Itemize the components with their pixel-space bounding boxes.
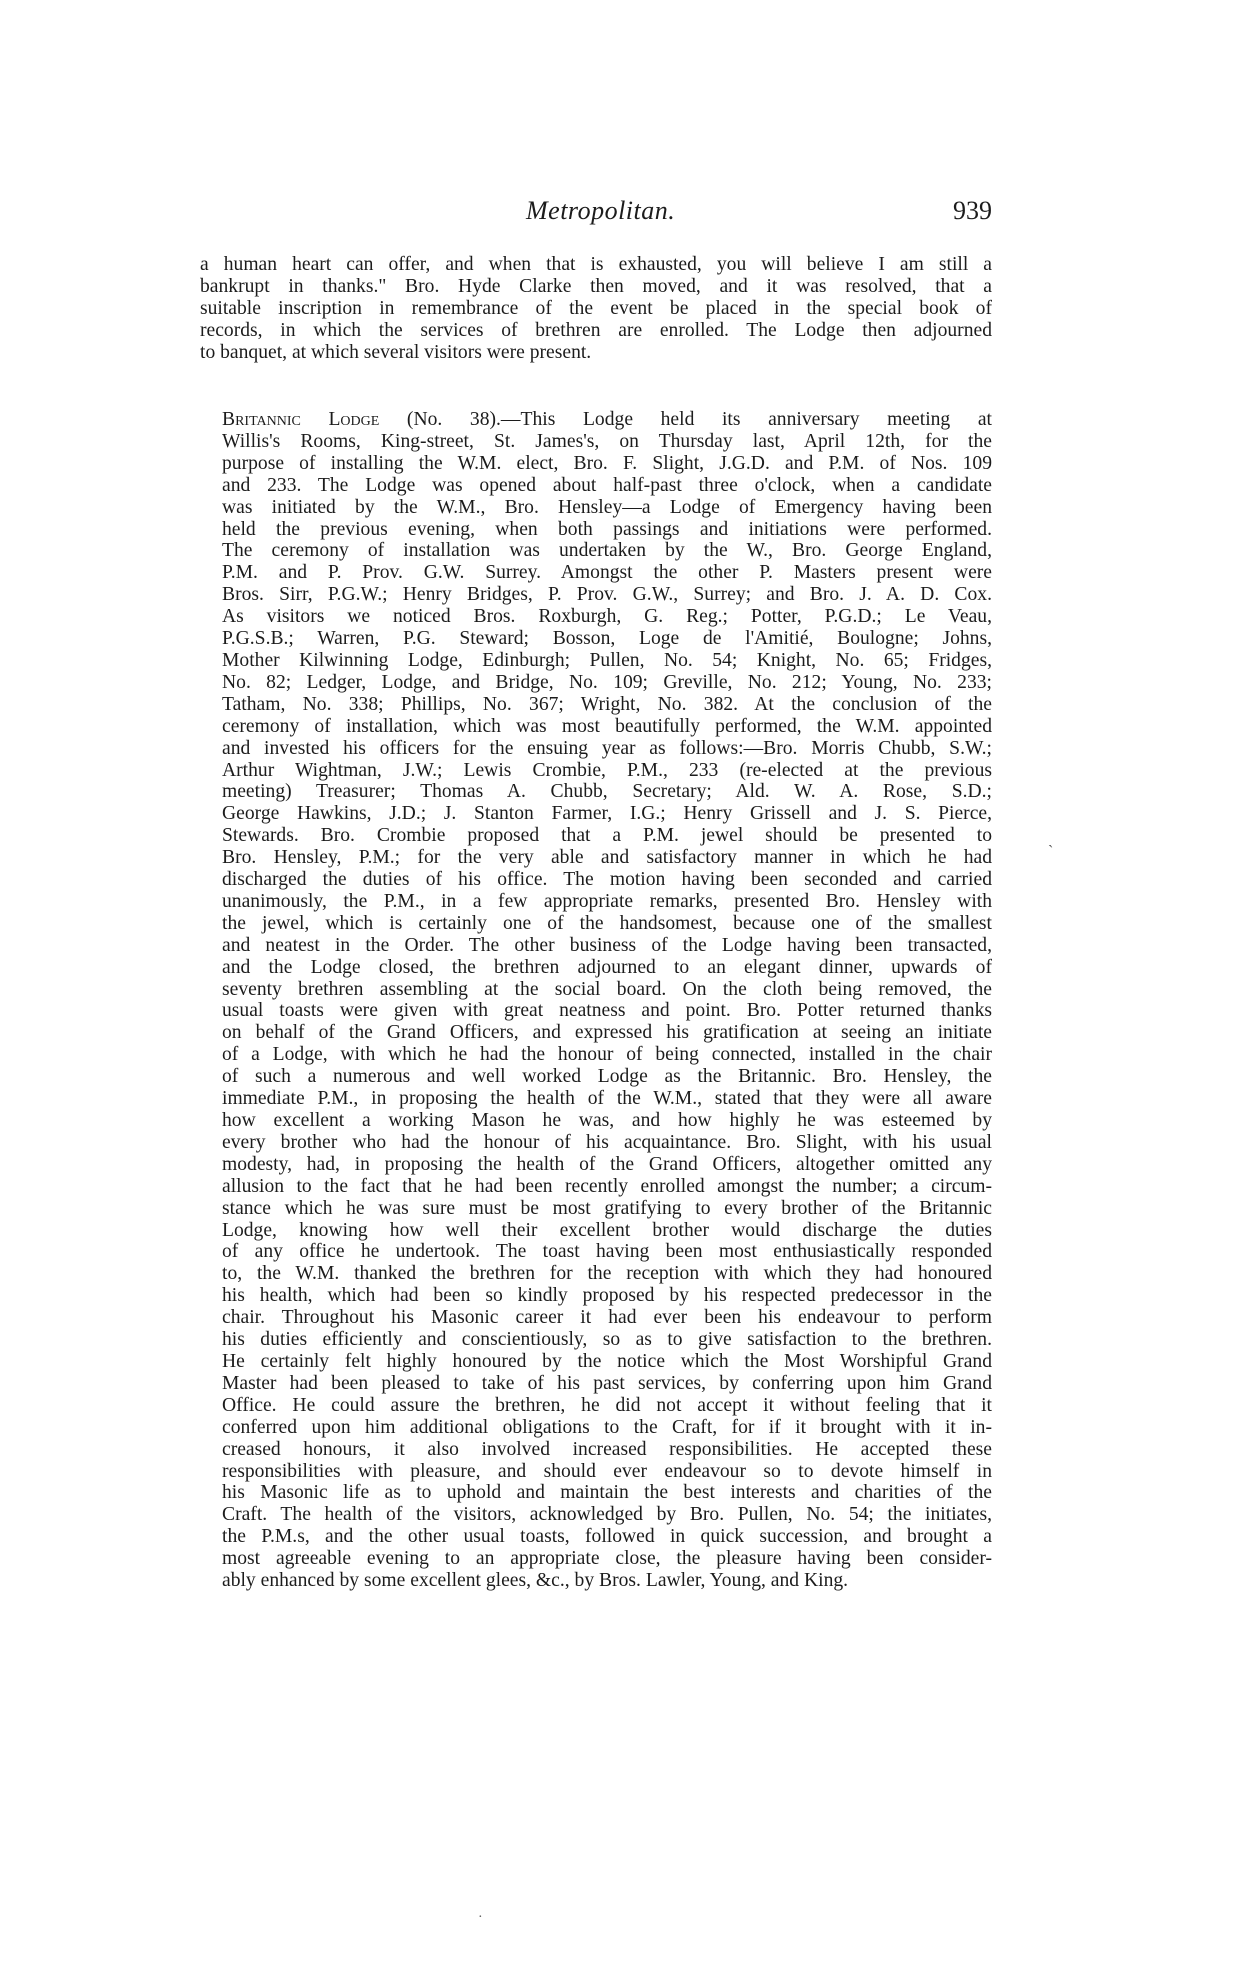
text-line: Tatham, No. 338; Phillips, No. 367; Wright, No. 382. At the conclusion of the	[222, 693, 992, 715]
text-line: suitable inscription in remembrance of the event be placed in the special book of	[200, 297, 992, 319]
text-line: most agreeable evening to an appropriate close, the pleasure having been consider-	[222, 1548, 992, 1570]
text-line: modesty, had, in proposing the health of the Grand Officers, altogether omitted any	[222, 1153, 992, 1175]
text-line: of any office he undertook. The toast having been most enthusiastically responded	[222, 1241, 992, 1263]
text-line: As visitors we noticed Bros. Roxburgh, G. Reg.; Potter, P.G.D.; Le Veau,	[222, 606, 992, 628]
text-line: meeting) Treasurer; Thomas A. Chubb, Secretary; Ald. W. A. Rose, S.D.;	[222, 781, 992, 803]
text-line: how excellent a working Mason he was, and how highly he was esteemed by	[222, 1110, 992, 1131]
section-title: Metropolitan.	[526, 196, 676, 225]
text-line: bankrupt in thanks." Bro. Hyde Clarke then moved, and it was resolved, that a	[200, 275, 992, 297]
text-line: conferred upon him additional obligations to the Craft, for if it brought with it in-	[222, 1416, 992, 1438]
text-line: discharged the duties of his office. The motion having been seconded and carried	[222, 869, 992, 891]
text-line: Stewards. Bro. Crombie proposed that a P.M. jewel should be presented to	[222, 825, 992, 847]
text-line: Lodge, knowing how well their excellent brother would discharge the duties	[222, 1219, 992, 1241]
text-line: He certainly felt highly honoured by the notice which the Most Worshipful Grand	[222, 1350, 992, 1372]
text-line: Bros. Sirr, P.G.W.; Henry Bridges, P. Prov. G.W., Surrey; and Bro. J. A. D. Cox.	[222, 584, 992, 606]
paragraph-britannic-lodge	[200, 409, 992, 1592]
text-line: P.G.S.B.; Warren, P.G. Steward; Bosson, Loge de l'Amitié, Boulogne; Johns,	[222, 628, 992, 650]
text-line: Craft. The health of the visitors, acknowledged by Bro. Pullen, No. 54; the initiates,	[222, 1504, 992, 1526]
text-line: records, in which the services of brethren are enrolled. The Lodge then adjourned	[200, 319, 992, 341]
text-line: the P.M.s, and the other usual toasts, followed in quick succession, and brought a	[222, 1526, 992, 1548]
text-line: and the Lodge closed, the brethren adjourned to an elegant dinner, upwards of	[222, 956, 992, 978]
text-line: usual toasts were given with great neatness and point. Bro. Potter returned thanks	[222, 1000, 992, 1022]
text-line: chair. Throughout his Masonic career it had ever been his endeavour to perform	[222, 1307, 992, 1329]
text-line: The ceremony of installation was undertaken by the W., Bro. George England,	[222, 540, 992, 562]
text-line: ceremony of installation, which was most beautifully performed, the W.M. appointed	[222, 715, 992, 737]
text-line: held the previous evening, when both passings and initiations were performed.	[222, 518, 992, 540]
text-line: of such a numerous and well worked Lodge as the Britannic. Bro. Hensley, the	[222, 1066, 992, 1088]
text-line: his Masonic life as to uphold and maintain the best interests and charities of the	[222, 1482, 992, 1504]
text-line: stance which he was sure must be most gratifying to every brother of the Britannic	[222, 1197, 992, 1219]
text-line: creased honours, it also involved increased responsibilities. He accepted these	[222, 1438, 992, 1460]
text-line: of a Lodge, with which he had the honour of being connected, installed in the chair	[222, 1044, 992, 1066]
lodge-heading: Britannic Lodge	[222, 409, 380, 430]
text-line: on behalf of the Grand Officers, and expressed his gratification at seeing an initiate	[222, 1022, 992, 1044]
text-line: purpose of installing the W.M. elect, Bro. F. Slight, J.G.D. and P.M. of Nos. 109	[222, 452, 992, 474]
text-line: responsibilities with pleasure, and should ever endeavour so to devote himself in	[222, 1460, 992, 1482]
paragraph-first-line	[200, 409, 992, 431]
text-line: George Hawkins, J.D.; J. Stanton Farmer, I.G.; Henry Grissell and J. S. Pierce,	[222, 803, 992, 825]
text-line: every brother who had the honour of his acquaintance. Bro. Slight, with his usual	[222, 1131, 992, 1153]
text-line: ably enhanced by some excellent glees, &c., by Bros. Lawler, Young, and King.	[222, 1570, 849, 1592]
footer-mark: ·	[478, 1910, 483, 1925]
text-line: and invested his officers for the ensuing year as follows:—Bro. Morris Chubb, S.W.;	[222, 737, 992, 759]
paragraph-continuation	[200, 254, 992, 364]
text-line: the jewel, which is certainly one of the handsomest, because one of the smallest	[222, 912, 992, 934]
text-line: P.M. and P. Prov. G.W. Surrey. Amongst the other P. Masters present were	[222, 562, 992, 584]
text-line: unanimously, the P.M., in a few appropriate remarks, presented Bro. Hensley with	[222, 890, 992, 912]
text-line: and 233. The Lodge was opened about half-past three o'clock, when a candidate	[222, 474, 992, 496]
text-line: Bro. Hensley, P.M.; for the very able and satisfactory manner in which he had	[222, 847, 992, 869]
text-line: a human heart can offer, and when that is exhausted, you will believe I am still a	[200, 254, 992, 275]
text-line: his duties efficiently and conscientiously, so as to give satisfaction to the brethren.	[222, 1329, 992, 1351]
first-line-text: (No. 38).—This Lodge held its anniversary meeting at	[406, 409, 992, 430]
text-line: Office. He could assure the brethren, he did not accept it without feeling that it	[222, 1394, 992, 1416]
text-line: immediate P.M., in proposing the health of the W.M., stated that they were all aware	[222, 1088, 992, 1110]
text-line: Arthur Wightman, J.W.; Lewis Crombie, P.M., 233 (re-elected at the previous	[222, 759, 992, 781]
text-line: to, the W.M. thanked the brethren for the reception with which they had honoured	[222, 1263, 992, 1285]
running-head	[200, 196, 992, 236]
text-line: allusion to the fact that he had been recently enrolled amongst the number; a circum-	[222, 1175, 992, 1197]
text-line: and neatest in the Order. The other business of the Lodge having been transacted,	[222, 934, 992, 956]
text-line: Mother Kilwinning Lodge, Edinburgh; Pullen, No. 54; Knight, No. 65; Fridges,	[222, 649, 992, 671]
margin-mark: ˋ	[1048, 843, 1054, 860]
page-number: 939	[953, 196, 992, 225]
text-line: seventy brethren assembling at the social board. On the cloth being removed, the	[222, 978, 992, 1000]
text-line: his health, which had been so kindly proposed by his respected predecessor in the	[222, 1285, 992, 1307]
text-line: Willis's Rooms, King-street, St. James's, on Thursday last, April 12th, for the	[222, 430, 992, 452]
text-line: to banquet, at which several visitors were present.	[200, 341, 592, 363]
text-line: Master had been pleased to take of his past services, by conferring upon him Grand	[222, 1372, 992, 1394]
text-line: No. 82; Ledger, Lodge, and Bridge, No. 109; Greville, No. 212; Young, No. 233;	[222, 671, 992, 693]
text-line: was initiated by the W.M., Bro. Hensley—a Lodge of Emergency having been	[222, 496, 992, 518]
